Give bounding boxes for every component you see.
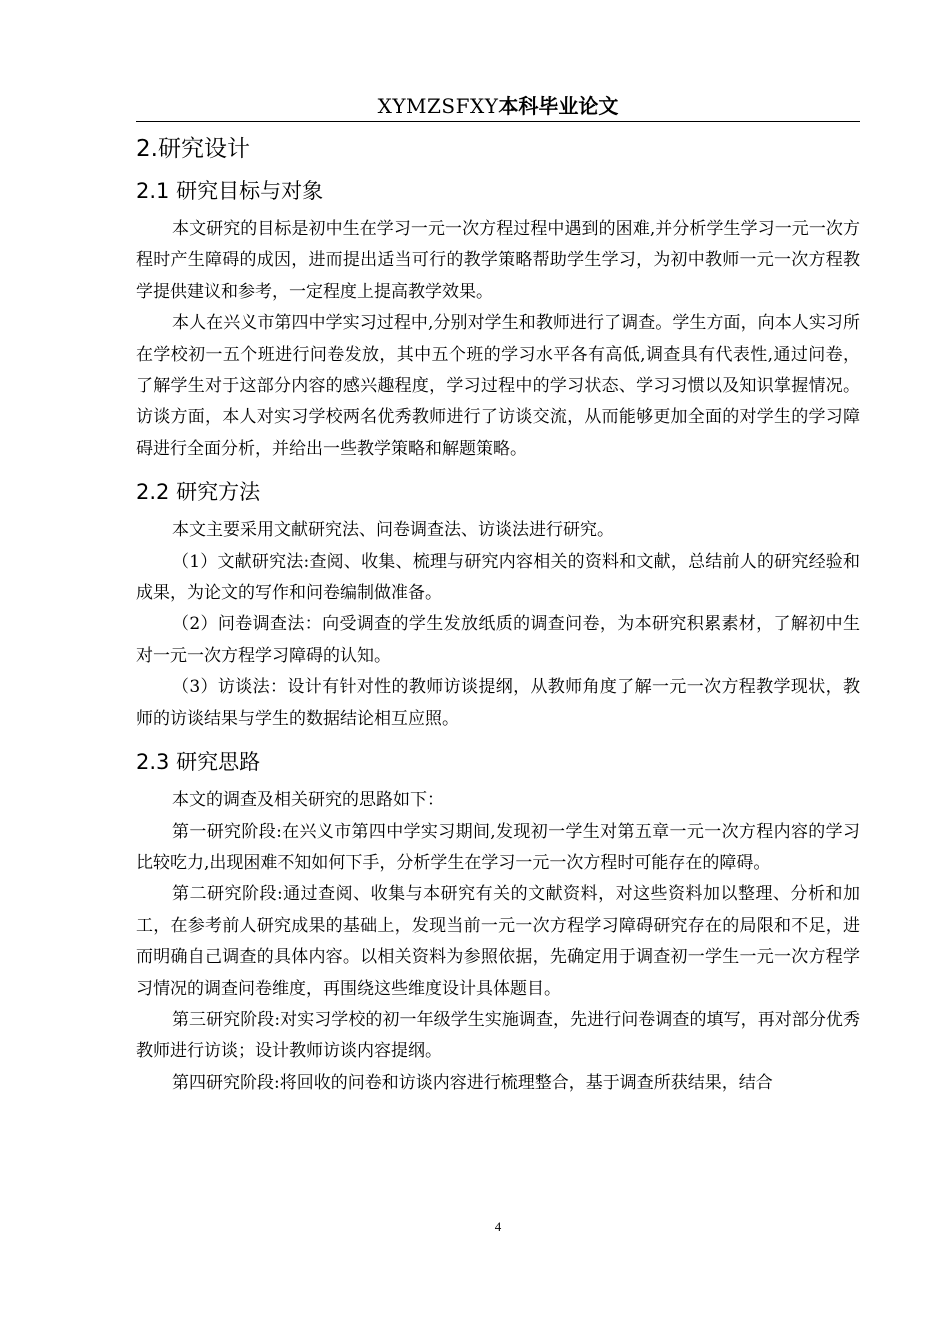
paragraph: 本文的调查及相关研究的思路如下：	[172, 790, 444, 811]
header-school-code: XYMZSFXY	[377, 94, 499, 118]
paragraph: 第二研究阶段:通过查阅、收集与本研究有关的文献资料，对这些资料加以整理、分析和加工，在参考前人研究成果的基础上，发现当前一元一次方程学习障碍研究存在的局限和不足，进而明确自己调查的具体内容。以相关资料为参照依据，先确定用于调查初一学生一元一次方程学习情况的调查问卷维度，再围绕这些维度设计具体题目。	[136, 884, 860, 999]
paragraph: 第三研究阶段:对实习学校的初一年级学生实施调查，先进行问卷调查的填写，再对部分优秀教师进行访谈；设计教师访谈内容提纲。	[136, 1009, 860, 1062]
paragraph: （3）访谈法：设计有针对性的教师访谈提纲，从教师角度了解一元一次方程教学现状，教师的访谈结果与学生的数据结论相互应照。	[136, 677, 860, 729]
paragraph: 本文研究的目标是初中生在学习一元一次方程过程中遇到的困难,并分析学生学习一元一次方程时产生障碍的成因，进而提出适当可行的教学策略帮助学生学习，为初中教师一元一次方程教学提供建议和参考，一定程度上提高教学效果。	[136, 219, 860, 302]
paragraph: 第一研究阶段:在兴义市第四中学实习期间,发现初一学生对第五章一元一次方程内容的学习比较吃力,出现困难不知如何下手，分析学生在学习一元一次方程时可能存在的障碍。	[136, 821, 860, 873]
page-number: 4	[494, 1219, 502, 1234]
paragraph: 本文主要采用文献研究法、问卷调查法、访谈法进行研究。	[172, 520, 614, 541]
subsection-title-2-2: 2.2 研究方法	[136, 480, 261, 505]
subsection-title-2-1: 2.1 研究目标与对象	[136, 179, 324, 203]
header-rule	[136, 121, 860, 122]
page-body	[136, 128, 860, 1099]
paragraph: （1）文献研究法:查阅、收集、梳理与研究内容相关的资料和文献，总结前人的研究经验和成果，为论文的写作和问卷编制做准备。	[136, 551, 860, 604]
subsection-title-2-3: 2.3 研究思路	[136, 750, 261, 775]
paragraph: 本人在兴义市第四中学实习过程中,分别对学生和教师进行了调查。学生方面，向本人实习所在学校初一五个班进行问卷发放，其中五个班的学习水平各有高低,调查具有代表性,通过问卷，了解学生对于这部分内容的感兴趣程度，学习过程中的学习状态、学习习惯以及知识掌握情况。访谈方面，本人对实习学校两名优秀教师进行了访谈交流，从而能够更加全面的对学生的学习障碍进行全面分析，并给出一些教学策略和解题策略。	[136, 313, 860, 459]
section-title: 2.研究设计	[136, 136, 250, 162]
page-header	[136, 92, 860, 120]
header-thesis-type: 本科毕业论文	[498, 94, 619, 118]
paragraph: 第四研究阶段:将回收的问卷和访谈内容进行梳理整合，基于调查所获结果，结合	[172, 1072, 773, 1093]
paragraph: （2）问卷调查法：向受调查的学生发放纸质的调查问卷，为本研究积累素材，了解初中生对一元一次方程学习障碍的认知。	[136, 614, 860, 666]
